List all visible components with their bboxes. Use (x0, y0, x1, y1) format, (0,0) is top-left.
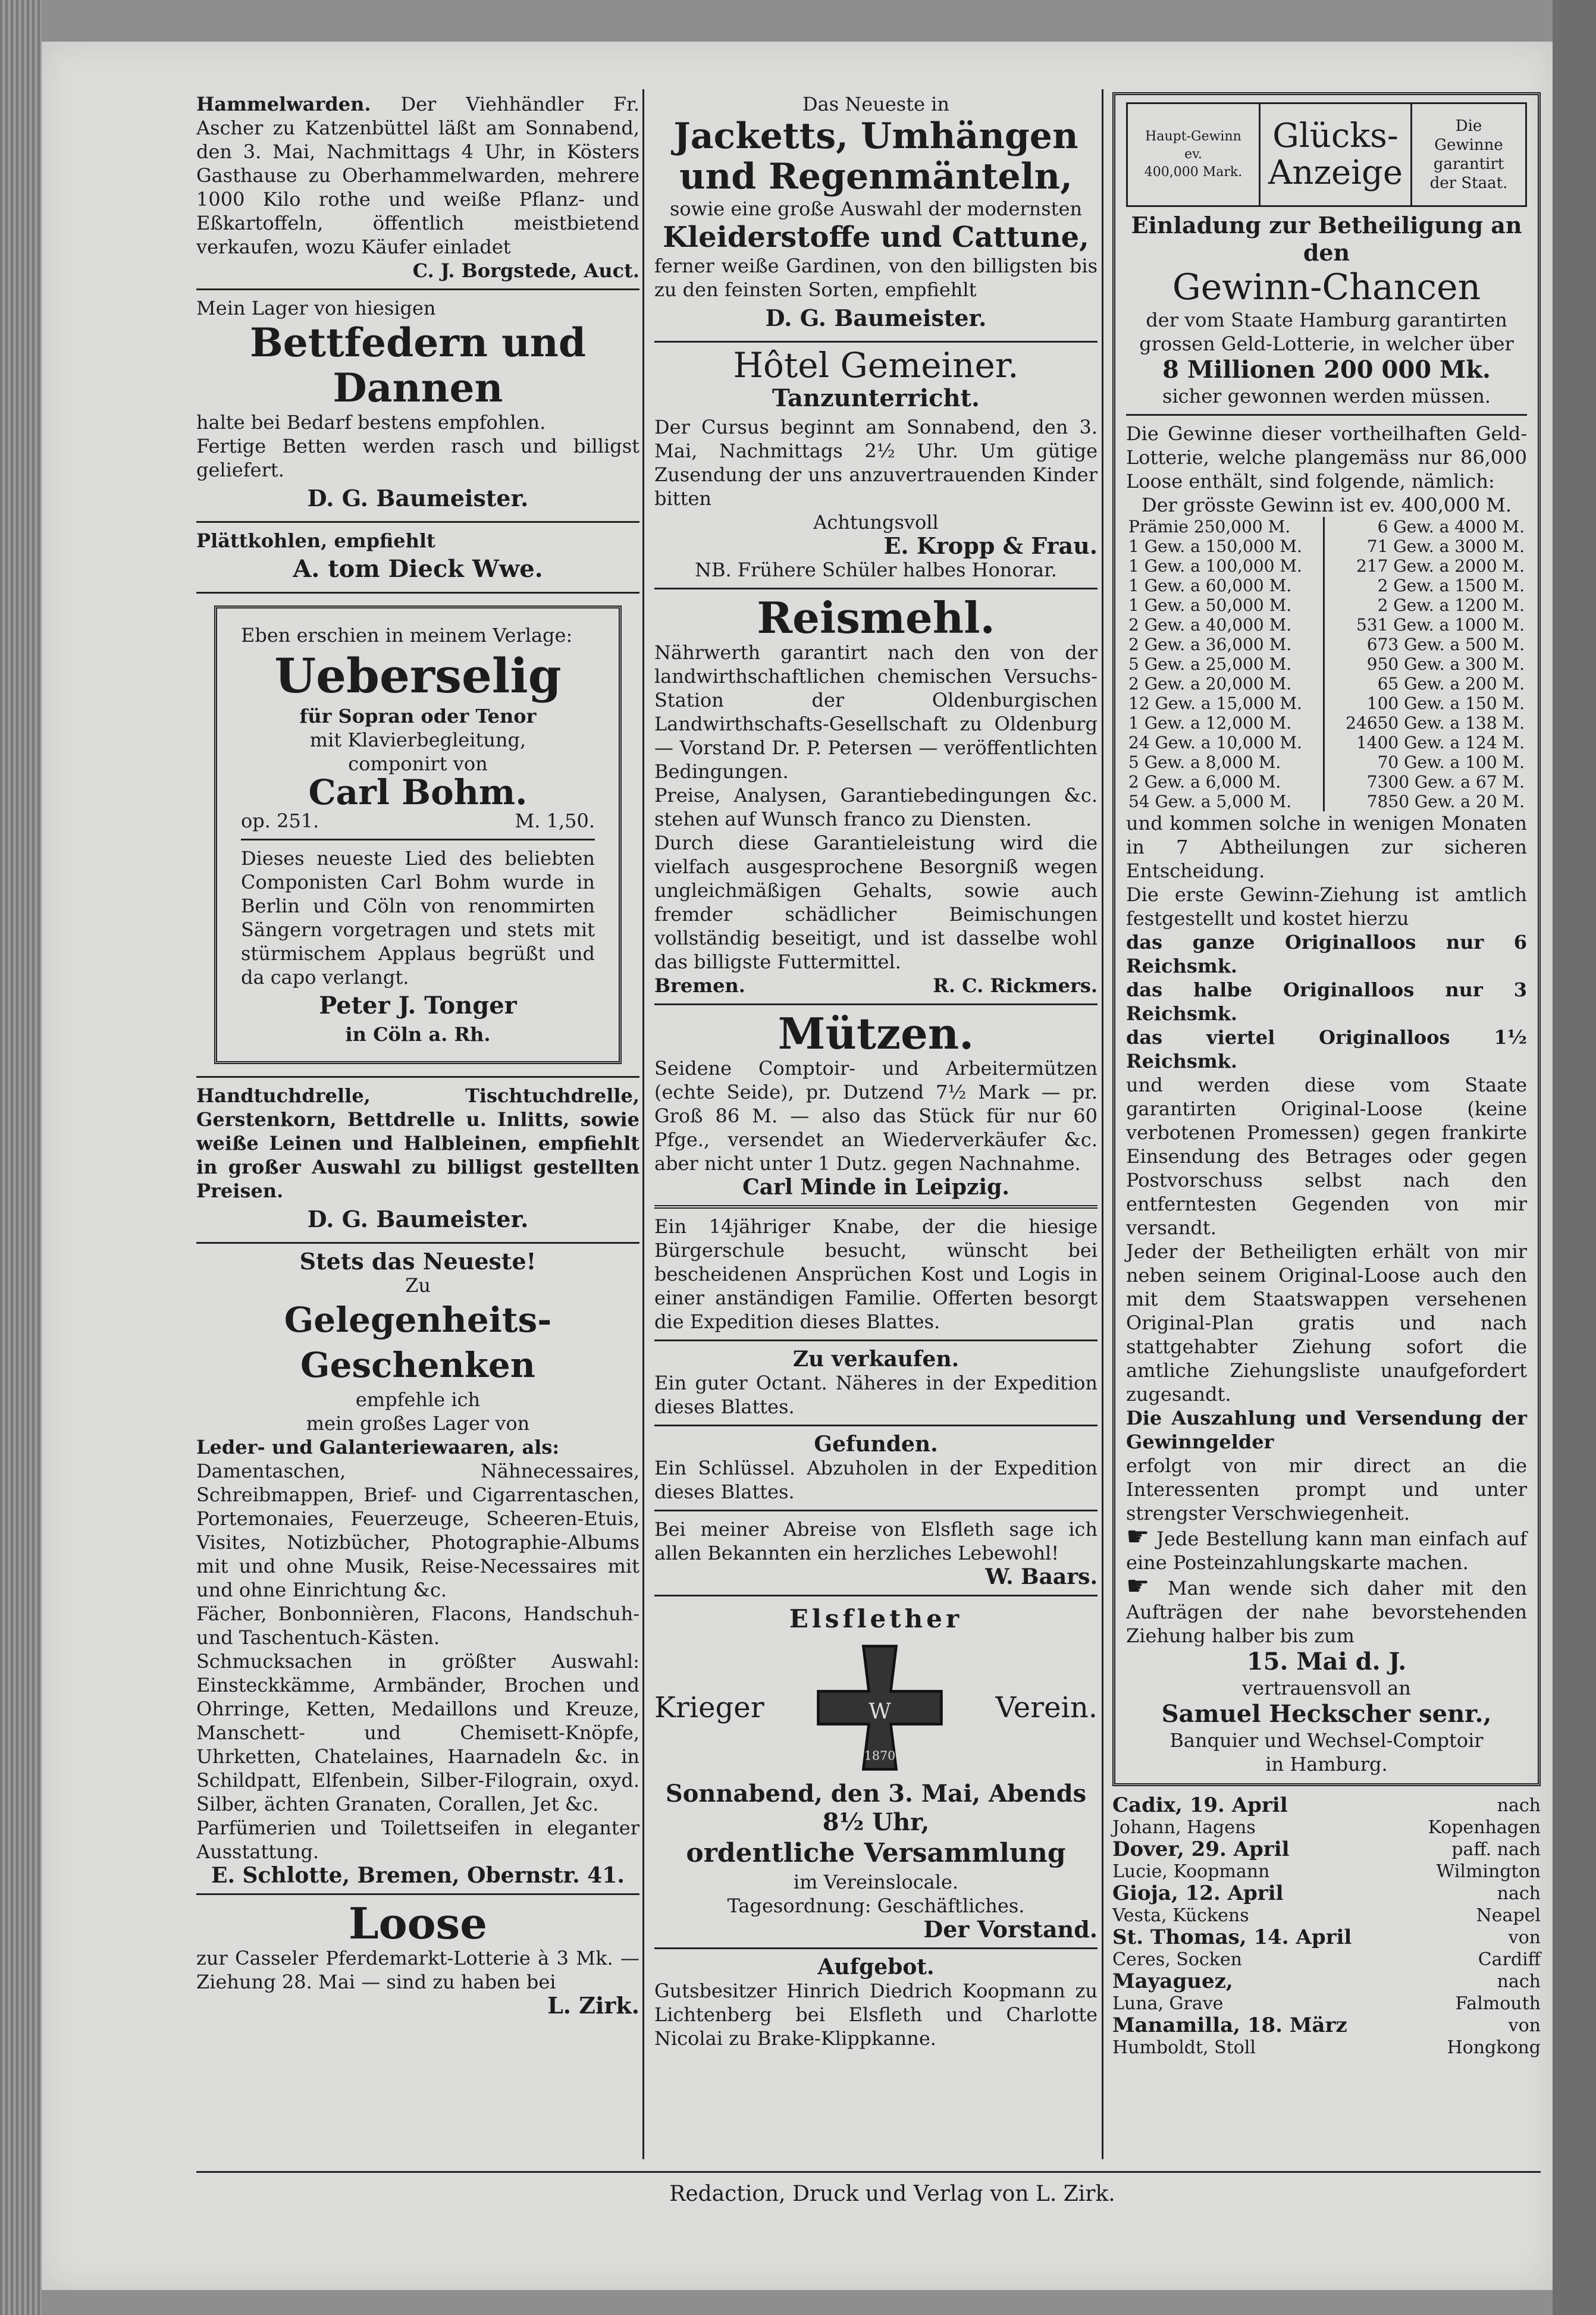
ad-location: in Hamburg. (1265, 1753, 1388, 1776)
ship-entry (1112, 2015, 1541, 2037)
prize-left: Prämie 250,000 M. (1128, 517, 1291, 537)
ad-signature: Carl Minde in Leipzig. (742, 1175, 1009, 1200)
ad-text: Gutsbesitzer Hinrich Diedrich Koopmann zu Lichtenberg bei Elsfleth und Charlotte Nicolai zu Brake-Klippkanne. (654, 1980, 1098, 2050)
lottery-title: Glücks- (1272, 117, 1399, 155)
ad-text: Ein 14jähriger Knabe, der die hiesige Bürgerschule besucht, wünscht bei bescheidenen Ansprüchen Kost und Logis in einer anständigen Familie. Offerten besorgt die Expedition dieses Blattes. (654, 1215, 1098, 1333)
prize-left: 2 Gew. a 36,000 M. (1128, 635, 1292, 654)
prize-row (1126, 615, 1527, 635)
ship-destination: Cardiff (1478, 1949, 1541, 1970)
ad-heading: Hammelwarden. (196, 93, 371, 115)
ad-opus: op. 251. (241, 810, 319, 832)
ad-signature: D. G. Baumeister. (765, 305, 987, 331)
prize-right: 7850 Gew. a 20 M. (1324, 792, 1527, 811)
ship-name: Johann, Hagens (1112, 1817, 1256, 1838)
prize-left: 1 Gew. a 12,000 M. (1128, 713, 1292, 733)
page-edge (0, 0, 42, 2315)
ad-location: in Cöln a. Rh. (345, 1023, 491, 1046)
prize-left: 1 Gew. a 100,000 M. (1128, 556, 1302, 576)
ship-destination: von (1508, 1927, 1541, 1948)
prize-left: 1 Gew. a 60,000 M. (1128, 576, 1292, 595)
ad-text: Schmucksachen in größter Auswahl: Einsteckkämme, Armbänder, Brochen und Ohrringe, Ketten, Medaillons und Kreuze, Manschett- und Chemisett-Knöpfe, Uhrketten, Chatelaines, Haarnadeln &c. in Schildpatt, Elfenbein, Silber-Filograin, oxyd. Silber, ächten Granaten, Corallen, Jet &c. (196, 1650, 639, 1815)
ship-name: Luna, Grave (1112, 1993, 1224, 2014)
prize-row (1126, 752, 1527, 772)
ad-text: Plättkohlen, empfiehlt (196, 529, 435, 552)
ad-text: Nährwerth garantirt nach den von der landwirthschaftlichen chemischen Versuchs-Station der Oldenburgischen Landwirthschafts-Gesellschaft zu Oldenburg — Vorstand Dr. P. Petersen — veröffentlichten Bedingungen. (654, 641, 1098, 783)
ad-text: Eben erschien in meinem Verlage: (241, 624, 573, 647)
header-text: garantirt (1433, 155, 1504, 173)
ad-headline: Kleiderstoffe und Cattune, (663, 221, 1089, 254)
column-rule-right (1102, 89, 1103, 2159)
ship-entry (1112, 1883, 1541, 1905)
ad-signature: E. Kropp & Frau. (883, 532, 1098, 559)
ad-heading: Zu verkaufen. (792, 1347, 960, 1372)
header-text: Gewinne (1434, 136, 1503, 154)
ad-text: Die erste Gewinn-Ziehung ist amtlich festgestellt und kostet hierzu (1126, 883, 1527, 930)
ship-name: Lucie, Koopmann (1112, 1861, 1270, 1882)
ad-text: Tagesordnung: Geschäftliches. (727, 1894, 1025, 1917)
column-1 (196, 92, 639, 2018)
ship-name: Dover, 29. April (1112, 1837, 1290, 1861)
prize-right: 70 Gew. a 100 M. (1324, 752, 1527, 772)
header-text: 400,000 Mark. (1144, 165, 1243, 180)
ad-text: Parfümerien und Toilettseifen in eleganter Ausstattung. (196, 1817, 639, 1863)
ad-heading: Stets das Neueste! (299, 1248, 537, 1275)
ad-text: Banquier und Wechsel-Comptoir (1169, 1729, 1484, 1752)
ad-price: M. 1,50. (515, 810, 595, 832)
ad-headline: und Regenmänteln, (679, 156, 1073, 197)
ad-signature: D. G. Baumeister. (307, 1206, 529, 1232)
ad-text: und kommen solche in wenigen Monaten in 7 Abtheilungen zur sicheren Entscheidung. (1126, 812, 1527, 882)
ad-signature: Der Vorstand. (923, 1916, 1098, 1943)
ad-text: Man wende sich daher mit den Aufträgen der nahe bevorstehenden Ziehung halber bis zum (1126, 1577, 1528, 1647)
ship-destination: paff. nach (1451, 1839, 1541, 1860)
ad-text: Fertige Betten werden rasch und billigst geliefert. (196, 435, 639, 481)
ship-destination: nach (1497, 1883, 1541, 1904)
ad-text: Bei meiner Abreise von Elsfleth sage ich allen Bekannten ein herzliches Lebewohl! (654, 1518, 1098, 1564)
prize-table (1126, 517, 1527, 811)
ad-location: Bremen. (654, 974, 745, 997)
header-text: der Staat. (1429, 174, 1508, 192)
prize-row (1126, 792, 1527, 811)
ad-signature: Peter J. Tonger (319, 992, 517, 1020)
ad-text: componirt von (348, 752, 488, 775)
ship-destination: von (1508, 2015, 1541, 2036)
ad-text: Leder- und Galanteriewaaren, als: (196, 1436, 560, 1458)
ad-heading: Einladung zur Betheiligung an den (1131, 212, 1522, 266)
ad-headline: 8 Millionen 200 000 Mk. (1162, 356, 1491, 384)
ad-signature: A. tom Dieck Wwe. (293, 555, 543, 583)
prize-right: 6 Gew. a 4000 M. (1324, 517, 1527, 537)
ad-signature: C. J. Borgstede, Auct. (412, 259, 639, 282)
ad-text: und werden diese vom Staate garantirten Original-Loose (keine verbotenen Promessen) gegen frankirte Einsendung des Betrages oder gegen Postvorschuss selbst nach den entferntesten Gegenden von mir versandt. (1126, 1074, 1527, 1239)
ship-name: Manamilla, 18. März (1112, 2013, 1347, 2037)
ship-entry (1112, 1795, 1541, 1817)
ad-text: Die Gewinne dieser vortheilhaften Geld-Lotterie, welche plangemäss nur 86,000 Loose enthält, sind folgende, nämlich: (1126, 422, 1527, 493)
price-half: das halbe Originalloos nur 3 Reichsmk. (1126, 978, 1527, 1025)
ad-composer: Carl Bohm. (308, 772, 528, 813)
column-3 (1112, 92, 1541, 2059)
ad-text: der vom Staate Hamburg garantirten grossen Geld-Lotterie, in welcher über (1139, 309, 1514, 355)
iron-cross-icon (811, 1639, 948, 1776)
prize-right: 65 Gew. a 200 M. (1324, 674, 1527, 694)
header-text: Die (1455, 117, 1482, 135)
ship-destination: Falmouth (1455, 1993, 1541, 2014)
ad-text: Ein guter Octant. Näheres in der Expedition dieses Blattes. (654, 1372, 1098, 1418)
ad-text: Damentaschen, Nähnecessaires, Schreibmappen, Brief- und Cigarrentaschen, Portemonaies, Feuerzeuge, Scheeren-Etuis, Visites, Notizbücher, Photographie-Albums mit und ohne Musik, Reise-Necessaires mit und ohne Einrichtung &c. (196, 1460, 639, 1601)
ad-text: Der grösste Gewinn ist ev. 400,000 M. (1141, 494, 1512, 516)
ad-text: Durch diese Garantieleistung wird die vielfach ausgesprochene Besorgniß wegen ungleichmäßigen Gehalts, sowie auch fremder schädlicher Beimischungen vollständig beseitigt, und ist dasselbe wohl das billigste Futtermittel. (654, 832, 1098, 973)
ad-text: ferner weiße Gardinen, von den billigsten bis zu den feinsten Sorten, empfiehlt (654, 255, 1098, 301)
imprint: Redaction, Druck und Verlag von L. Zirk. (669, 2182, 1115, 2206)
ship-destination: nach (1497, 1971, 1541, 1992)
header-text: Haupt-Gewinn (1145, 129, 1241, 144)
ad-text: vertrauensvoll an (1242, 1677, 1411, 1699)
ad-text: sowie eine große Auswahl der modernsten (669, 197, 1083, 220)
ad-text: Der Viehhändler Fr. Ascher zu Katzenbüttel läßt am Sonnabend, den 3. Mai, Nachmittags 4 Uhr, in Kösters Gasthause zu Oberhammelwarden, mehrere 1000 Kilo rothe und weiße Pflanz- und Eßkartoffeln, öffentlich meistbietend verkaufen, wozu Käufer einladet (196, 93, 640, 258)
ad-heading: Gefunden. (814, 1432, 938, 1457)
ship-destination: Hongkong (1447, 2037, 1541, 2058)
ship-entry (1112, 1817, 1541, 1839)
ad-text: Handtuchdrelle, Tischtuchdrelle, Gerstenkorn, Bettdrelle u. Inlitts, sowie weiße Leinen und Halbleinen, empfiehlt in großer Auswahl zu billigst gestellten Preisen. (196, 1084, 639, 1202)
ad-text: Dieses neueste Lied des beliebten Componisten Carl Bohm wurde in Berlin und Cöln von renommirten Sängern vorgetragen und stets mit stürmischem Applaus begrüßt und da capo verlangt. (241, 847, 595, 989)
ad-text: sicher gewonnen werden müssen. (1162, 385, 1491, 407)
ad-text: mein großes Lager von (306, 1412, 530, 1435)
prize-right: 950 Gew. a 300 M. (1324, 654, 1527, 674)
ad-text: Jeder der Betheiligten erhält von mir neben seinem Original-Loose auch den mit dem Staatswappen versehenen Original-Plan gratis und nach stattgehabter Ziehung sofort die amtliche Ziehungsliste unaufgefordert zugesandt. (1126, 1240, 1527, 1406)
ad-text: Zu (405, 1274, 431, 1297)
ad-signature: R. C. Rickmers. (933, 974, 1098, 997)
ship-name: St. Thomas, 14. April (1112, 1925, 1352, 1949)
ad-text: Achtungsvoll (813, 511, 939, 534)
prize-row (1126, 713, 1527, 733)
prize-right: 71 Gew. a 3000 M. (1324, 537, 1527, 556)
prize-row (1126, 595, 1527, 615)
prize-right: 217 Gew. a 2000 M. (1324, 556, 1527, 576)
ad-text: empfehle ich (355, 1388, 481, 1411)
ad-text: Mein Lager von hiesigen (196, 297, 436, 319)
lottery-title: Anzeige (1268, 153, 1403, 192)
pointing-hand-icon: ☛ (1126, 1522, 1150, 1552)
svg-text:W: W (868, 1698, 891, 1724)
ad-text: Der Cursus beginnt am Sonnabend, den 3. Mai, Nachmittags 2½ Uhr. Um gütige Zusendung der uns anzuvertrauenden Kinder bitten (654, 416, 1098, 510)
ship-destination: nach (1497, 1795, 1541, 1816)
ship-entry (1112, 1993, 1541, 2015)
ship-entry (1112, 1949, 1541, 1971)
ad-text: Das Neueste in (802, 93, 950, 115)
prize-row (1126, 772, 1527, 792)
ad-heading: Tanzunterricht. (772, 384, 980, 412)
order-note (1126, 1522, 1527, 1574)
ad-headline: Mützen. (777, 1008, 974, 1059)
header-text: ev. (1184, 147, 1202, 162)
prize-left: 24 Gew. a 10,000 M. (1128, 733, 1302, 752)
ad-text: im Vereinslocale. (793, 1871, 959, 1893)
ad-text: Sonnabend, den 3. Mai, Abends 8½ Uhr, (665, 1780, 1087, 1836)
ship-destination: Kopenhagen (1428, 1817, 1541, 1838)
ad-text: Verein. (995, 1691, 1098, 1724)
ad-text: Preise, Analysen, Garantiebedingungen &c. stehen auf Wunsch franco zu Diensten. (654, 784, 1098, 830)
prize-right: 100 Gew. a 150 M. (1324, 694, 1527, 713)
price-whole: das ganze Originalloos nur 6 Reichsmk. (1126, 931, 1527, 977)
lottery-header (1126, 102, 1527, 207)
contact-note (1126, 1571, 1528, 1648)
prize-row (1126, 635, 1527, 654)
ad-headline: Ueberselig (274, 648, 562, 704)
ad-headline: Jacketts, Umhängen (673, 115, 1078, 157)
ad-text: Die Auszahlung und Versendung der Gewinngelder (1126, 1407, 1527, 1453)
ship-destination: Neapel (1476, 1905, 1541, 1926)
deadline-date: 15. Mai d. J. (1246, 1648, 1407, 1676)
ship-entry (1112, 1927, 1541, 1949)
cross-year: 1870 (864, 1748, 896, 1763)
ship-entry (1112, 1861, 1541, 1883)
lottery-ad-box (1112, 92, 1541, 1786)
ship-entry (1112, 1971, 1541, 1993)
ad-text: NB. Frühere Schüler halbes Honorar. (695, 559, 1057, 581)
ad-headline: Bettfedern und Dannen (249, 319, 587, 411)
prize-left: 2 Gew. a 20,000 M. (1128, 674, 1292, 694)
ad-text: Krieger (654, 1691, 764, 1724)
ship-name: Ceres, Socken (1112, 1949, 1242, 1970)
ad-heading: Aufgebot. (817, 1955, 935, 1980)
ship-name: Vesta, Kückens (1112, 1905, 1249, 1926)
prize-right: 1400 Gew. a 124 M. (1324, 733, 1527, 752)
prize-left: 1 Gew. a 150,000 M. (1128, 537, 1302, 556)
prize-left: 12 Gew. a 15,000 M. (1128, 694, 1302, 713)
ship-entry (1112, 2037, 1541, 2059)
prize-left: 5 Gew. a 25,000 M. (1128, 654, 1292, 674)
prize-left: 5 Gew. a 8,000 M. (1128, 752, 1281, 772)
ad-text: für Sopran oder Tenor (299, 705, 537, 727)
ad-text: Fächer, Bonbonnièren, Flacons, Handschuh- und Taschentuch-Kästen. (196, 1602, 639, 1649)
prize-row (1126, 694, 1527, 713)
prize-row (1126, 733, 1527, 752)
ship-name: Cadix, 19. April (1112, 1793, 1288, 1817)
prize-left: 2 Gew. a 40,000 M. (1128, 615, 1292, 635)
price-quarter: das viertel Originalloos 1½ Reichsmk. (1126, 1026, 1527, 1072)
prize-left: 1 Gew. a 50,000 M. (1128, 595, 1292, 615)
ad-signature: E. Schlotte, Bremen, Obernstr. 41. (211, 1863, 625, 1888)
ad-heading: Elsflether (789, 1604, 963, 1633)
ad-signature: Samuel Heckscher senr., (1161, 1700, 1492, 1728)
prize-row (1126, 537, 1527, 556)
ad-headline: Gelegenheits-Geschenken (284, 1300, 552, 1385)
ad-text: halte bei Bedarf bestens empfohlen. (196, 411, 546, 434)
pointing-hand-icon: ☛ (1126, 1571, 1150, 1601)
ship-name: Gioja, 12. April (1112, 1881, 1284, 1905)
scan-shadow (1553, 0, 1596, 2315)
column-2 (654, 92, 1098, 2050)
ad-signature: W. Baars. (985, 1564, 1098, 1589)
prize-right: 2 Gew. a 1200 M. (1324, 595, 1527, 615)
ad-text: mit Klavierbegleitung, (309, 729, 526, 751)
ad-text: zur Casseler Pferdemarkt-Lotterie à 3 Mk. — Ziehung 28. Mai — sind zu haben bei (196, 1947, 639, 1993)
ship-entry (1112, 1905, 1541, 1927)
ad-signature: D. G. Baumeister. (307, 485, 529, 512)
prize-row (1126, 556, 1527, 576)
ad-text: erfolgt von mir direct an die Interessenten prompt und unter strengster Verschwiegenheit. (1126, 1454, 1527, 1524)
krieger-verein-emblem-row (654, 1639, 1098, 1776)
column-rule-left (642, 89, 644, 2159)
ad-text: Seidene Comptoir- und Arbeitermützen (echte Seide), pr. Dutzend 7½ Mark — pr. Groß 86 M. — also das Stück für nur 60 Pfge., versendet an Wiederverkäufer &c. aber nicht unter 1 Dutz. gegen Nachnahme. (654, 1057, 1098, 1175)
prize-row (1126, 674, 1527, 694)
prize-row (1126, 517, 1527, 537)
music-ad-box (214, 606, 622, 1064)
prize-right: 2 Gew. a 1500 M. (1324, 576, 1527, 595)
prize-right: 673 Gew. a 500 M. (1324, 635, 1527, 654)
prize-right: 24650 Gew. a 138 M. (1324, 713, 1527, 733)
ad-headline: Hôtel Gemeiner. (733, 345, 1019, 385)
prize-row (1126, 654, 1527, 674)
prize-right: 531 Gew. a 1000 M. (1324, 615, 1527, 635)
ad-text: Jede Bestellung kann man einfach auf eine Posteinzahlungskarte machen. (1126, 1527, 1527, 1574)
ship-entry (1112, 1839, 1541, 1861)
prize-left: 2 Gew. a 6,000 M. (1128, 772, 1281, 792)
shipping-news (1112, 1795, 1541, 2059)
ad-headline: Reismehl. (757, 592, 995, 643)
ship-name: Mayaguez, (1112, 1969, 1233, 1993)
ad-signature: L. Zirk. (547, 1992, 639, 2019)
prize-row (1126, 576, 1527, 595)
ad-text: Ein Schlüssel. Abzuholen in der Expedition dieses Blattes. (654, 1457, 1098, 1503)
ad-headline: Loose (348, 1898, 487, 1949)
ad-headline: Gewinn-Chancen (1172, 266, 1481, 308)
prize-left: 54 Gew. a 5,000 M. (1128, 792, 1292, 811)
ad-heading: ordentliche Versammlung (686, 1838, 1066, 1868)
footer-rule (196, 2171, 1541, 2173)
prize-right: 7300 Gew. a 67 M. (1324, 772, 1527, 792)
ship-name: Humboldt, Stoll (1112, 2037, 1256, 2058)
ship-destination: Wilmington (1436, 1861, 1541, 1882)
ad-hammelwarden (196, 92, 639, 259)
